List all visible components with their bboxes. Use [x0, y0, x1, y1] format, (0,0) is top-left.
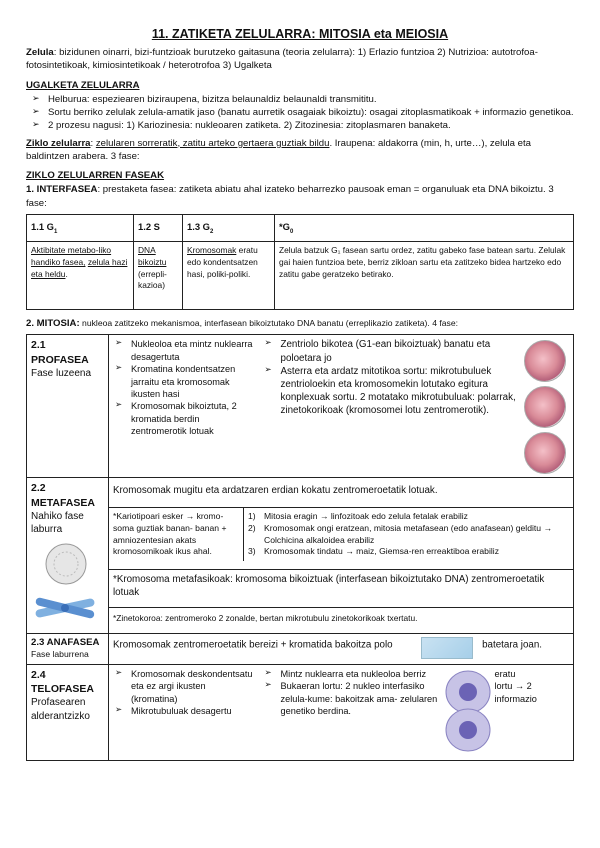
list-item: ➢ Nukleoloa eta mintz nuklearra desagertuta — [113, 338, 255, 363]
table-cell: Aktibitate metabo-liko handiko fasea, zelula hazi eta heldu. — [27, 242, 134, 310]
telofasea-side-text — [493, 668, 537, 752]
list-item: ➢ Mintz nuklearra eta nukleoloa berriz — [263, 668, 443, 680]
telofasea-right-cell — [259, 665, 574, 761]
table-row — [27, 214, 574, 241]
metafasea-main-cell: Kromosomak mugitu eta ardatzaren erdian kokatu zentromeroetatik lotuak. — [109, 478, 574, 508]
anafasea-text-a: Kromosomak zentromeroetatik bereizi + kromatida bakoitza polo — [113, 639, 393, 651]
telofase-cell-icon — [443, 668, 493, 752]
anafasea-text-cell — [109, 633, 574, 665]
profasea-title-cell — [27, 335, 109, 478]
intro-text: : bizidunen oinarri, bizi-funtzioak burutzeko gaitasuna (teoria zelularra): 1) Erlazio funtzioa 2) Nutrizioa: autotrofoa-fotosintetikoak, kimiosintetikoak / heterotrofoa 3) Ugalketa — [26, 47, 538, 72]
ziklo-paragraph: Ziklo zelularra: zelularen sorreratik, zatitu arteko gertaera guztiak bildu. Iraupena: aldakorra (min, h, urte…), zelula eta baldintzen arabera. 3 fase: — [26, 137, 532, 162]
table-header-g2: 1.3 $G_2$ — [183, 214, 275, 241]
list-item: ➢ Kromatina kondentsatzen jarraitu eta kromosomak ikusten hasi — [113, 363, 255, 400]
table-cell: Kromosomak eratu edo kondentsatzen hasi, poliki-poliki. — [183, 242, 275, 310]
telofasea-title-cell — [27, 665, 109, 761]
phase-sub: Fase luzeena — [31, 367, 92, 379]
interfasea-paragraph — [26, 183, 574, 209]
interfasea-table — [26, 214, 574, 310]
cell-image-icon — [524, 432, 566, 474]
table-row-profasea — [27, 335, 574, 478]
list-item: ➢ Helburua: espeziearen biziraupena, bizitza belaunaldiz belaunaldi transmititu. — [32, 93, 574, 106]
list-item: ➢ Kromosomak bikoiztuta, 2 kromatida berdin zentromerotik lotuak — [113, 400, 255, 437]
list-item: ➢ Sortu berriko zelulak zelula-amatik jaso (banatu aurretik osagaiak bikoiztu): osagai zitoplasmatikoak + informazio genetikoa. — [32, 106, 574, 119]
kariotipo-text: *Kariotipoari esker → kromo-soma guztiak banan- banan + amniozentesian akats kromosomikoak ikus ahal. — [109, 508, 244, 560]
list-item: ➢ 2 prozesu nagusi: 1) Kariozinesia: nukleoaren zatiketa. 2) Zitozinesia: zitoplasmaren banaketa. — [32, 119, 574, 132]
cell-image-icon — [524, 386, 566, 428]
ziklo-label: Ziklo zelularra — [26, 137, 91, 149]
metafasea-karyo-cell — [109, 508, 574, 569]
table-header-g0: $*G_0$ — [275, 214, 574, 241]
profasea-right-cell — [259, 335, 574, 478]
anafase-image-icon — [421, 637, 473, 659]
metafasea-title-cell — [27, 478, 109, 633]
profasea-right-list — [263, 338, 522, 474]
phase-sub: Nahiko fase laburra — [31, 510, 84, 536]
mitosia-table — [26, 334, 574, 761]
table-row — [27, 569, 574, 607]
mitosia-text: nukleoa zatitzeko mekanismoa, interfasean bikoiztutako DNA banatu (erreplikazio zatiketa). 4 fase: — [79, 318, 458, 329]
list-item: ➢ Asterra eta ardatz mitotikoa sortu: mikrotubuluek zentrioloekin eta kromosomekin lotutako egitura konplexuak sortu. 2 motatako mikrotubuluak: polarrak, zinetokorikoak (kromosomei lotu zentromerotik). — [263, 365, 522, 418]
table-cell: Zelula batzuk G₁ fasean sartu ordez, zatitu gabeko fase batean sartu. Zelulak gai haien funtzioa bete, berriz zikloan sartu eta zatitzeko bidea hartzeko edo zatitu gabe geratzeko betirako. — [275, 242, 574, 310]
zinetokoroa-cell: *Zinetokoroa: zentromeroko 2 zonalde, bertan mikrotubulu zinetokorikoak txertatu. — [109, 607, 574, 633]
table-row-anafasea — [27, 633, 574, 665]
table-header-s: 1.2 S — [134, 214, 183, 241]
list-item: 1) Mitosia eragin → linfozitoak edo zelula fetalak erabiliz — [248, 511, 468, 522]
phase-name: 2.1 PROFASEA — [31, 339, 89, 366]
table-row — [27, 607, 574, 633]
ziklo-rest: . Iraupena: aldakorra (min, h, urte…), zelula eta baldintzen arabera. 3 fase: — [26, 137, 532, 162]
list-item: ➢ Kromosomak deskondentsatu eta ez argi ikusten (kromatina) — [113, 668, 255, 705]
table-row-metafasea — [27, 478, 574, 508]
interfasea-text: : prestaketa fasea: zatiketa abiatu ahal izateko beharrezko pausoak eman = organuluak eta DNA bikoiztu. 3 fase: — [26, 184, 554, 209]
list-item: 2) Kromosomak ongi eratzean, mitosia metafasean (edo anafasean) gelditu → Colchicina alkaloidea erabiliz — [248, 522, 553, 545]
table-cell: DNA bikoiztu (errepli-kazioa) — [134, 242, 183, 310]
metafasiko-cell: *Kromosoma metafasikoak: kromosoma bikoiztuak (interfasean bikoiztutako DNA) zentromeroetatik lotuak — [109, 569, 574, 607]
metafase-cell-icon — [31, 541, 101, 587]
faseak-heading: ZIKLO ZELULARREN FASEAK — [26, 170, 165, 182]
ziklo-definition: zelularen sorreratik, zatitu arteko gertaera guztiak bildu — [95, 137, 330, 149]
cell-image-icon — [524, 340, 566, 382]
phase-name: 2.4 TELOFASEA — [31, 669, 95, 696]
interfasea-label: 1. INTERFASEA — [26, 184, 98, 196]
phase-sub: Profasearen alderantzizko — [31, 697, 90, 722]
side-text: eratu — [494, 669, 516, 680]
page-title: 11. ZATIKETA ZELULARRA: MITOSIA eta MEIOSIA — [151, 27, 449, 41]
chromosome-icon — [31, 590, 101, 626]
ugalketa-list — [26, 93, 574, 133]
table-row — [27, 242, 574, 310]
list-item: ➢ Bukaeran lortu: 2 nukleo interfasiko zelula-kume: bakoitzak ama- zelularen genetiko berdina. — [263, 680, 443, 717]
phase-name: 2.3 ANAFASEA — [31, 636, 100, 648]
table-row-telofasea — [27, 665, 574, 761]
metafasea-numbered-list — [244, 508, 573, 560]
side-text: lortu → 2 — [494, 681, 532, 692]
profasea-left-cell — [109, 335, 259, 478]
ugalketa-heading: UGALKETA ZELULARRA — [26, 79, 140, 91]
mitosia-label: 2. MITOSIA: — [26, 318, 80, 330]
telofasea-right-list — [263, 668, 443, 752]
list-item: ➢ Mikrotubuluak desagertu — [113, 705, 255, 717]
telofasea-left-list — [113, 668, 255, 718]
telofasea-left-cell — [109, 665, 259, 761]
side-text: informazio — [494, 693, 537, 704]
phase-name: 2.2 METAFASEA — [31, 482, 95, 509]
zelula-label: Zelula — [26, 47, 54, 59]
list-item: 3) Kromosomak tindatu → maiz, Giemsa-ren erreaktiboa erabiliz — [248, 546, 499, 557]
table-header-g1: 1.1 $G_1$ — [27, 214, 134, 241]
anafasea-text-b: batetara joan. — [482, 639, 543, 651]
mitosia-paragraph — [26, 317, 574, 330]
profasea-images — [521, 338, 569, 474]
profasea-left-list — [113, 338, 255, 437]
phase-sub: Fase laburrena — [31, 649, 89, 660]
list-item: ➢ Zentriolo bikotea (G1-ean bikoiztuak) banatu eta poloetara jo — [263, 338, 522, 364]
intro-paragraph — [26, 46, 574, 72]
table-row — [27, 508, 574, 569]
anafasea-title-cell — [27, 633, 109, 665]
